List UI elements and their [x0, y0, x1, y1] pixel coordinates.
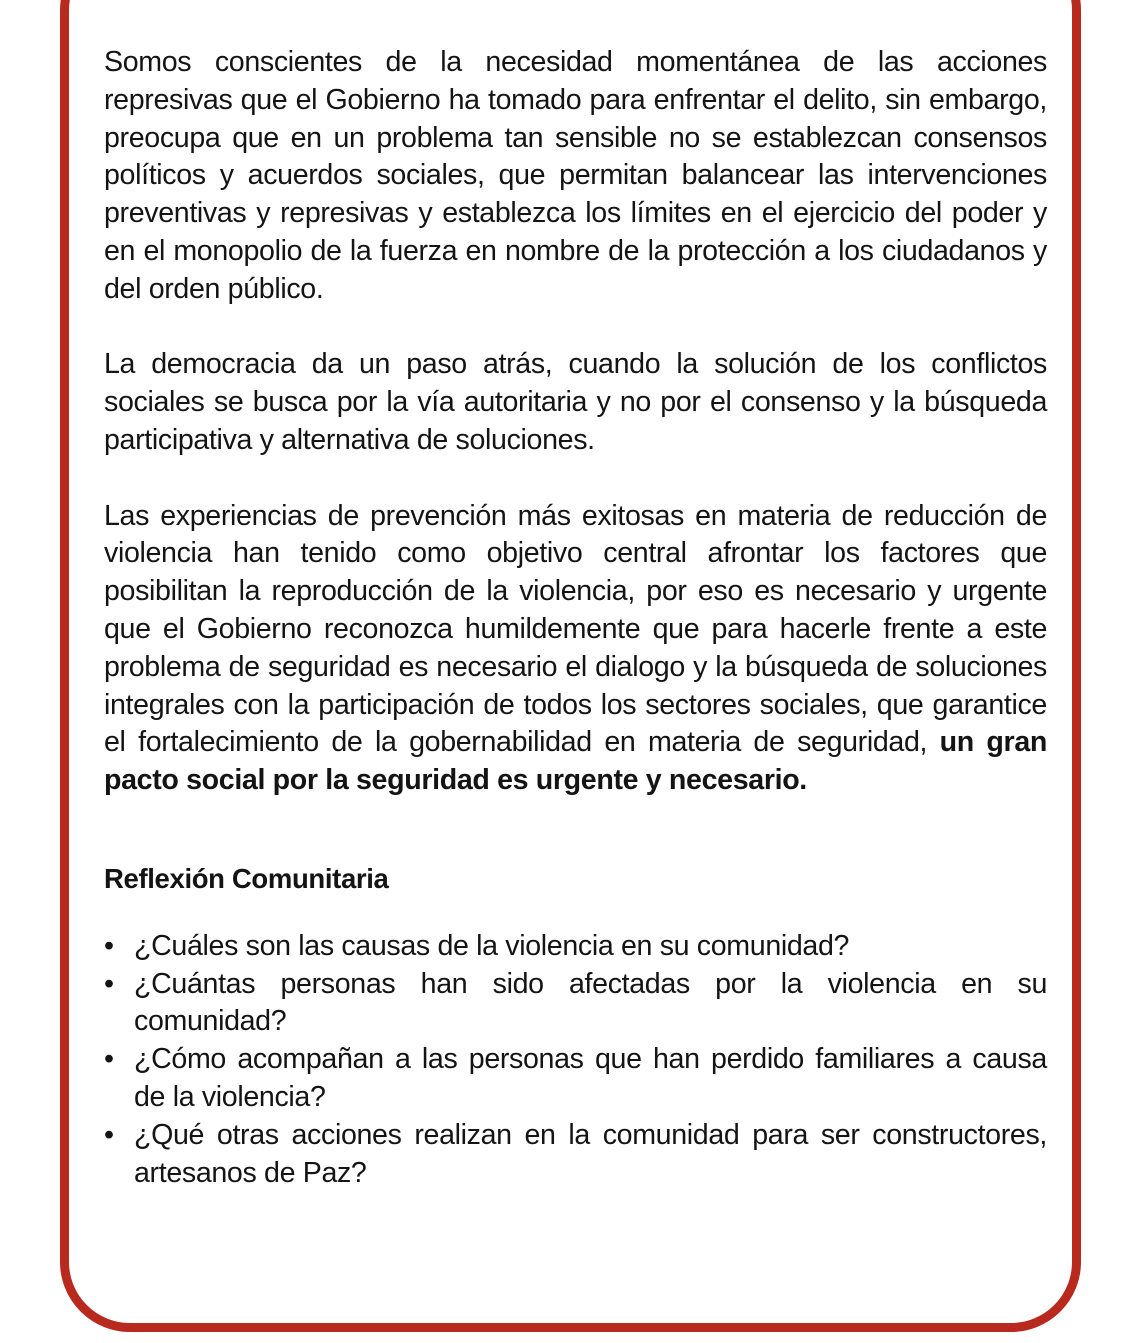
paragraph-emphasis: un gran pacto social por la seguridad es urgente y necesario.	[104, 726, 1047, 797]
bullet-icon: •	[104, 1043, 114, 1076]
section-heading: Reflexión Comunitaria	[104, 862, 389, 894]
document-body	[104, 44, 1047, 1192]
question-text: ¿Qué otras acciones realizan en la comunidad para ser constructores, artesanos de Paz?	[134, 1118, 1047, 1189]
paragraph-prevention	[104, 498, 1047, 800]
paragraph-text: Somos conscientes de la necesidad momentánea de las acciones represivas que el Gobierno ha tomado para enfrentar el delito, sin embargo, preocupa que en un problema tan sensible no se establezcan consensos políticos y acuerdos sociales, que permitan balancear las intervenciones preventivas y represivas y establezca los límites en el ejercicio del poder y en el monopolio de la fuerza en nombre de la protección a los ciudadanos y del orden público.	[104, 46, 1047, 305]
bullet-icon: •	[104, 967, 114, 1000]
bullet-icon: •	[104, 929, 114, 962]
reflection-questions-list	[104, 928, 1047, 1193]
paragraph-repressive-actions	[104, 44, 1047, 309]
list-item	[104, 966, 1047, 1042]
list-item	[104, 1117, 1047, 1193]
bullet-icon: •	[104, 1118, 114, 1151]
list-item	[104, 1041, 1047, 1117]
paragraph-text: La democracia da un paso atrás, cuando la solución de los conflictos sociales se busca por la vía autoritaria y no por el consenso y la búsqueda participativa y alternativa de soluciones.	[104, 348, 1047, 456]
paragraph-text: Las experiencias de prevención más exitosas en materia de reducción de violencia han tenido como objetivo central afrontar los factores que posibilitan la reproducción de la violencia, por eso es necesario y urgente que el Gobierno reconozca humildemente que para hacerle frente a este problema de seguridad es necesario el dialogo y la búsqueda de soluciones integrales con la participación de todos los sectores sociales, que garantice el fortalecimiento de la gobernabilidad en materia de seguridad,	[104, 499, 1047, 759]
list-item	[104, 928, 1047, 966]
question-text: ¿Cómo acompañan a las personas que han perdido familiares a causa de la violencia?	[134, 1043, 1047, 1113]
question-text: ¿Cuántas personas han sido afectadas por la violencia en su comunidad?	[134, 967, 1047, 1038]
question-text: ¿Cuáles son las causas de la violencia en su comunidad?	[134, 929, 850, 962]
paragraph-democracy	[104, 346, 1047, 459]
